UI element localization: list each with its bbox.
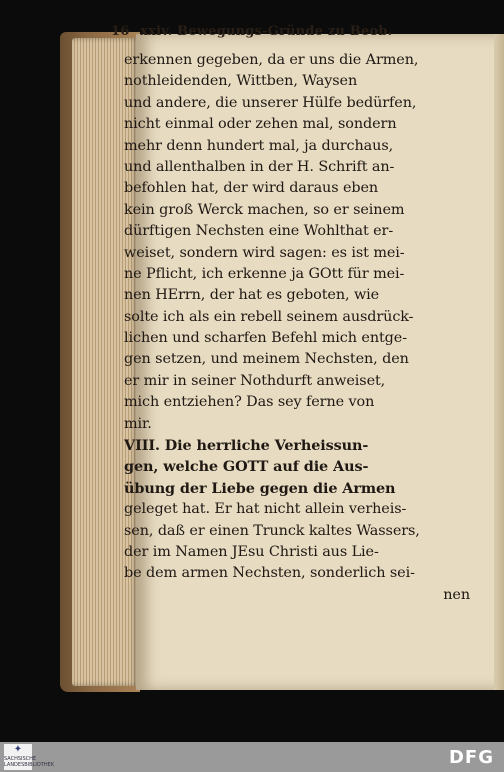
library-logo-text: SACHSISCHE LANDESBIBLIOTHEK [4, 756, 55, 768]
text-line: der im Namen JEsu Christi aus Lie- [124, 543, 379, 560]
text-line: mehr denn hundert mal, ja durchaus, [124, 137, 394, 154]
text-line: dürftigen Nechsten eine Wohlthat er- [124, 223, 394, 240]
text-line: und andere, die unserer Hülfe bedürfen, [124, 94, 417, 111]
running-header [111, 24, 398, 39]
section-heading-line: gen, welche GOTT auf die Aus- [124, 458, 369, 476]
text-line: er mir in seiner Nothdurft anweiset, [124, 372, 386, 389]
text-line: nen HErrn, der hat es geboten, wie [124, 287, 380, 304]
text-line: nothleidenden, Wittben, Waysen [124, 73, 358, 90]
viewer-footer [0, 742, 504, 772]
body-text [124, 50, 476, 606]
text-line: nicht einmal oder zehen mal, sondern [124, 116, 397, 133]
text-line: lichen und scharfen Befehl mich entge- [124, 330, 407, 347]
text-line: mir. [124, 415, 152, 432]
text-line: ne Pflicht, ich erkenne ja GOtt für mei- [124, 265, 405, 282]
catchword: nen [443, 586, 470, 603]
page-gutter [494, 34, 504, 690]
text-line: kein groß Werck machen, so er seinem [124, 201, 405, 218]
library-logo-icon: ✦ [13, 744, 23, 755]
text-line: geleget hat. Er hat nicht allein verheis- [124, 501, 407, 518]
text-line: erkennen gegeben, da er uns die Armen, [124, 52, 419, 68]
text-line: mich entziehen? Das sey ferne von [124, 394, 375, 411]
text-line: befohlen hat, der wird daraus eben [124, 180, 379, 197]
page-number: 16 [111, 24, 130, 39]
dfg-logo[interactable]: DFG [448, 747, 494, 768]
text-line: gen setzen, und meinem Nechsten, den [124, 351, 409, 368]
running-title: xxiv. Bewegungs-Gründe zu Beob. [140, 24, 393, 39]
text-line: solte ich als ein rebell seinem ausdrück- [124, 308, 414, 325]
section-heading-line: VIII. Die herrliche Verheissun- [124, 437, 369, 455]
text-line: und allenthalben in der H. Schrift an- [124, 158, 395, 175]
library-logo[interactable] [4, 744, 55, 770]
text-line: sen, daß er einen Trunck kaltes Wassers, [124, 522, 420, 539]
text-line: be dem armen Nechsten, sonderlich sei- [124, 565, 415, 582]
section-heading-line: übung der Liebe gegen die Armen [124, 479, 396, 497]
text-line: weiset, sondern wird sagen: es ist mei- [124, 244, 405, 261]
